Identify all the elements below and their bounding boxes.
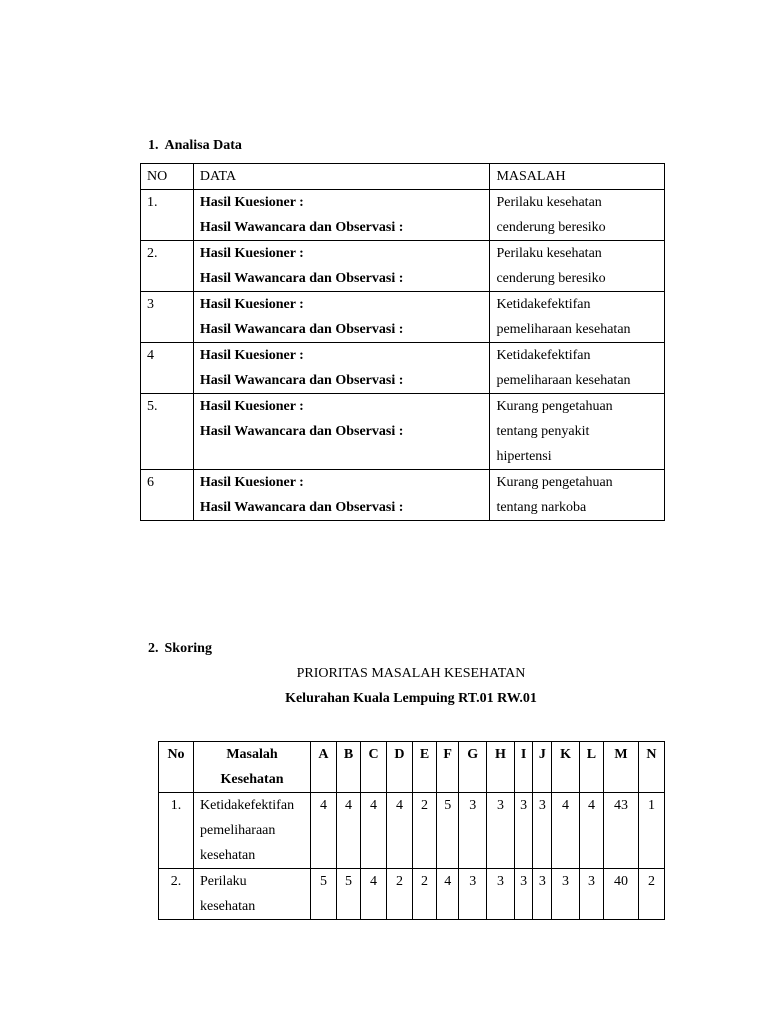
- masalah-line: Ketidakefektifan: [496, 297, 591, 312]
- header-masalah: MASALAH: [490, 164, 665, 190]
- row-no: 6: [141, 470, 194, 521]
- header-cell: [194, 742, 311, 793]
- hasil-kuesioner-label: Hasil Kuesioner :: [199, 475, 304, 490]
- header-cell: H: [487, 742, 515, 793]
- section1-heading: [148, 138, 242, 154]
- score-cell: 4: [387, 793, 413, 869]
- masalah-line: cenderung beresiko: [496, 271, 606, 286]
- row-data: [193, 241, 490, 292]
- hasil-kuesioner-label: Hasil Kuesioner :: [199, 297, 304, 312]
- row-data: [193, 190, 490, 241]
- section2-number: 2.: [148, 641, 159, 656]
- masalah-line: Perilaku kesehatan: [496, 246, 602, 261]
- score-cell: 3: [579, 869, 603, 920]
- row-masalah: [490, 343, 665, 394]
- header-cell: D: [387, 742, 413, 793]
- header-cell: K: [552, 742, 580, 793]
- table-row: [159, 869, 665, 920]
- table-row: [141, 394, 665, 470]
- header-cell: G: [459, 742, 487, 793]
- table-row: [141, 241, 665, 292]
- row-masalah: [490, 190, 665, 241]
- masalah-line: Ketidakefektifan: [496, 348, 591, 363]
- section2-heading: [148, 641, 212, 657]
- score-cell: 4: [336, 793, 360, 869]
- masalah-line: Ketidakefektifan: [200, 798, 295, 813]
- row-masalah: [490, 241, 665, 292]
- score-cell: 3: [514, 793, 533, 869]
- table-row: [141, 190, 665, 241]
- score-cell: 40: [604, 869, 639, 920]
- score-cell: 2: [412, 793, 436, 869]
- hasil-kuesioner-label: Hasil Kuesioner :: [199, 348, 304, 363]
- score-cell: 5: [437, 793, 459, 869]
- row-no: 1.: [159, 793, 194, 869]
- score-cell: 4: [552, 793, 580, 869]
- hasil-wawancara-label: Hasil Wawancara dan Observasi :: [199, 500, 404, 515]
- header-cell: I: [514, 742, 533, 793]
- row-no: 1.: [141, 190, 194, 241]
- header-cell: A: [311, 742, 337, 793]
- row-masalah: [490, 292, 665, 343]
- score-cell: 1: [638, 793, 664, 869]
- score-cell: 3: [487, 869, 515, 920]
- score-cell: 2: [387, 869, 413, 920]
- masalah-line: tentang narkoba: [496, 500, 587, 515]
- header-cell: N: [638, 742, 664, 793]
- masalah-line: Perilaku: [200, 874, 247, 889]
- row-data: [193, 470, 490, 521]
- analisa-data-body: [141, 190, 665, 521]
- masalah-line: pemeliharaan: [200, 823, 276, 838]
- hasil-wawancara-label: Hasil Wawancara dan Observasi :: [199, 322, 404, 337]
- table-row: [141, 343, 665, 394]
- analisa-data-table: [140, 163, 665, 521]
- row-data: [193, 343, 490, 394]
- hasil-kuesioner-label: Hasil Kuesioner :: [199, 399, 304, 414]
- masalah-line: pemeliharaan kesehatan: [496, 373, 631, 388]
- row-data: [193, 394, 490, 470]
- section1-title: Analisa Data: [164, 138, 242, 153]
- section2-title: Skoring: [164, 641, 212, 656]
- row-masalah: [490, 394, 665, 470]
- row-no: 2.: [159, 869, 194, 920]
- hasil-wawancara-label: Hasil Wawancara dan Observasi :: [199, 373, 404, 388]
- row-masalah: [194, 869, 311, 920]
- table-row: [141, 470, 665, 521]
- score-cell: 5: [311, 869, 337, 920]
- header-cell: E: [412, 742, 436, 793]
- score-cell: 4: [311, 793, 337, 869]
- skoring-body: [159, 793, 665, 920]
- score-cell: 2: [638, 869, 664, 920]
- masalah-line: kesehatan: [200, 848, 256, 863]
- score-cell: 3: [487, 793, 515, 869]
- score-cell: 43: [604, 793, 639, 869]
- masalah-line: cenderung beresiko: [496, 220, 606, 235]
- header-line: Kesehatan: [220, 772, 284, 787]
- header-data: DATA: [193, 164, 490, 190]
- score-cell: 3: [459, 793, 487, 869]
- row-data: [193, 292, 490, 343]
- score-cell: 3: [514, 869, 533, 920]
- header-cell: L: [579, 742, 603, 793]
- hasil-kuesioner-label: Hasil Kuesioner :: [199, 246, 304, 261]
- masalah-line: hipertensi: [496, 449, 552, 464]
- table-row: [141, 292, 665, 343]
- score-cell: 2: [412, 869, 436, 920]
- score-cell: 4: [437, 869, 459, 920]
- header-no: NO: [141, 164, 194, 190]
- header-cell: No: [159, 742, 194, 793]
- scoring-title: PRIORITAS MASALAH KESEHATAN: [296, 666, 526, 681]
- table-header-row: [141, 164, 665, 190]
- score-cell: 3: [533, 869, 552, 920]
- masalah-line: Perilaku kesehatan: [496, 195, 602, 210]
- section1-number: 1.: [148, 138, 159, 153]
- score-cell: 3: [552, 869, 580, 920]
- score-cell: 5: [336, 869, 360, 920]
- row-no: 5.: [141, 394, 194, 470]
- header-line: Masalah: [226, 747, 278, 762]
- hasil-wawancara-label: Hasil Wawancara dan Observasi :: [199, 220, 404, 235]
- header-cell: F: [437, 742, 459, 793]
- hasil-wawancara-label: Hasil Wawancara dan Observasi :: [199, 424, 404, 439]
- row-masalah: [194, 793, 311, 869]
- score-cell: 4: [361, 793, 387, 869]
- row-no: 4: [141, 343, 194, 394]
- row-no: 2.: [141, 241, 194, 292]
- skoring-table: [158, 741, 665, 920]
- masalah-line: kesehatan: [200, 899, 256, 914]
- table-row: [159, 793, 665, 869]
- masalah-line: Kurang pengetahuan: [496, 475, 613, 490]
- masalah-line: Kurang pengetahuan: [496, 399, 613, 414]
- table-header-row: [159, 742, 665, 793]
- hasil-wawancara-label: Hasil Wawancara dan Observasi :: [199, 271, 404, 286]
- header-cell: C: [361, 742, 387, 793]
- score-cell: 4: [361, 869, 387, 920]
- header-cell: J: [533, 742, 552, 793]
- masalah-line: tentang penyakit: [496, 424, 590, 439]
- score-cell: 3: [459, 869, 487, 920]
- row-no: 3: [141, 292, 194, 343]
- header-cell: M: [604, 742, 639, 793]
- scoring-subtitle: Kelurahan Kuala Lempuing RT.01 RW.01: [285, 691, 537, 706]
- row-masalah: [490, 470, 665, 521]
- masalah-line: pemeliharaan kesehatan: [496, 322, 631, 337]
- score-cell: 4: [579, 793, 603, 869]
- score-cell: 3: [533, 793, 552, 869]
- header-cell: B: [336, 742, 360, 793]
- hasil-kuesioner-label: Hasil Kuesioner :: [199, 195, 304, 210]
